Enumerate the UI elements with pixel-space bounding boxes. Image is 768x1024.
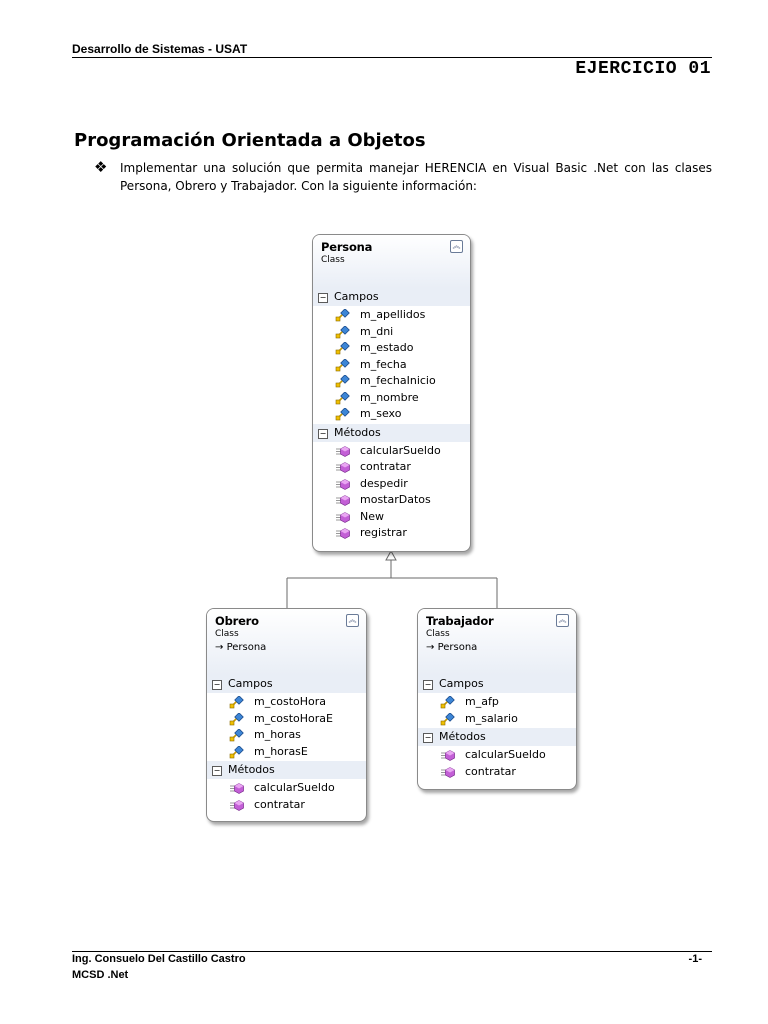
method-icon	[335, 461, 351, 474]
course-header: Desarrollo de Sistemas - USAT	[72, 42, 248, 56]
base-class: → Persona	[215, 642, 267, 653]
field-name: m_apellidos	[360, 308, 426, 321]
fields-section-header[interactable]: − Campos	[418, 675, 576, 693]
class-type: Class	[426, 629, 450, 639]
bullet-icon: ❖	[94, 158, 108, 176]
method-name: despedir	[360, 476, 408, 490]
field-name: m_estado	[360, 341, 414, 354]
minus-box-icon[interactable]: −	[424, 680, 432, 689]
field-icon	[335, 359, 351, 372]
class-name: Obrero	[215, 614, 259, 628]
method-item[interactable]	[207, 780, 366, 797]
method-item[interactable]	[418, 764, 576, 781]
field-icon	[440, 713, 456, 726]
method-name: New	[360, 509, 384, 523]
class-type: Class	[215, 629, 239, 639]
section-title: Programación Orientada a Objetos	[74, 130, 426, 151]
field-name: m_sexo	[360, 407, 402, 420]
field-icon	[335, 326, 351, 339]
field-icon	[229, 729, 245, 742]
field-icon	[335, 342, 351, 355]
class-name: Trabajador	[426, 614, 494, 628]
minus-box-icon[interactable]: −	[319, 428, 327, 438]
field-name: m_horas	[254, 728, 301, 741]
double-chevron-up-icon[interactable]: ︽	[556, 614, 569, 627]
minus-box-icon[interactable]: −	[319, 293, 327, 302]
field-item[interactable]	[313, 357, 470, 374]
method-item[interactable]	[207, 797, 366, 814]
field-item[interactable]	[207, 744, 366, 761]
method-item[interactable]	[313, 509, 470, 526]
field-name: m_fecha	[360, 357, 407, 371]
class-name: Persona	[321, 240, 373, 254]
method-item[interactable]	[313, 492, 470, 509]
method-item[interactable]	[313, 525, 470, 542]
class-type: Class	[321, 255, 345, 265]
method-icon	[440, 749, 456, 762]
field-item[interactable]	[313, 373, 470, 390]
method-icon	[335, 511, 351, 524]
field-item[interactable]	[313, 340, 470, 357]
minus-box-icon[interactable]: −	[424, 733, 432, 742]
footer-certification: MCSD .Net	[72, 969, 129, 981]
inherits-arrow-icon: →	[215, 642, 224, 653]
method-icon	[335, 478, 351, 491]
methods-section-header[interactable]: − Métodos	[418, 728, 576, 746]
method-name: contratar	[360, 460, 411, 473]
field-icon	[335, 408, 351, 421]
class-obrero[interactable]	[206, 608, 367, 822]
class-header	[418, 609, 576, 675]
field-icon	[440, 696, 456, 709]
intro-paragraph: Implementar una solución que permita manejar HERENCIA en Visual Basic .Net con las clases Persona, Obrero y Trabajador. Con la siguiente información:	[120, 161, 712, 193]
field-item[interactable]	[207, 711, 366, 728]
method-name: contratar	[465, 764, 516, 778]
class-trabajador[interactable]	[417, 608, 577, 790]
minus-box-icon[interactable]: −	[213, 766, 221, 775]
field-item[interactable]	[207, 694, 366, 711]
method-item[interactable]	[313, 459, 470, 476]
methods-list	[207, 779, 366, 814]
field-icon	[335, 375, 351, 388]
method-icon	[335, 527, 351, 540]
fields-list	[313, 306, 470, 424]
method-name: calcularSueldo	[360, 443, 441, 457]
class-persona[interactable]	[312, 234, 471, 552]
method-name: calcularSueldo	[465, 748, 546, 761]
methods-section-header[interactable]: − Métodos	[207, 761, 366, 779]
method-item[interactable]	[313, 443, 470, 460]
inheritance-arrow-icon	[386, 551, 396, 560]
field-name: m_costoHoraE	[254, 711, 333, 725]
field-name: m_horasE	[254, 744, 308, 758]
method-item[interactable]	[418, 747, 576, 764]
class-header	[207, 609, 366, 675]
field-item[interactable]	[418, 694, 576, 711]
field-item[interactable]	[207, 727, 366, 744]
field-name: m_fechaInicio	[360, 374, 436, 387]
fields-section-header[interactable]: − Campos	[313, 288, 470, 306]
inherits-arrow-icon: →	[426, 642, 435, 653]
method-name: calcularSueldo	[254, 781, 335, 794]
field-name: m_afp	[465, 695, 499, 708]
field-name: m_costoHora	[254, 695, 327, 708]
field-name: m_dni	[360, 324, 394, 338]
field-icon	[335, 309, 351, 322]
field-icon	[229, 696, 245, 709]
method-icon	[440, 766, 456, 779]
field-item[interactable]	[313, 324, 470, 341]
methods-list	[313, 442, 470, 543]
method-name: mostarDatos	[360, 493, 431, 506]
method-icon	[335, 445, 351, 458]
class-header	[313, 235, 470, 288]
exercise-title: EJERCICIO 01	[575, 59, 711, 79]
field-name: m_nombre	[360, 390, 419, 404]
methods-list	[418, 746, 576, 781]
base-class: → Persona	[426, 642, 478, 653]
method-name: contratar	[254, 797, 305, 811]
field-icon	[229, 746, 245, 759]
fields-section-header[interactable]: − Campos	[207, 675, 366, 693]
minus-box-icon[interactable]: −	[213, 680, 221, 689]
field-item[interactable]	[313, 307, 470, 324]
field-name: m_salario	[465, 711, 518, 725]
methods-section-header[interactable]: − Métodos	[313, 424, 470, 442]
double-chevron-up-icon[interactable]: ︽	[450, 240, 463, 253]
field-icon	[229, 713, 245, 726]
method-icon	[229, 782, 245, 795]
method-icon	[229, 799, 245, 812]
field-icon	[335, 392, 351, 405]
field-item[interactable]	[313, 390, 470, 407]
page-number: -1-	[688, 953, 702, 965]
double-chevron-up-icon[interactable]: ︽	[346, 614, 359, 627]
fields-list	[207, 693, 366, 761]
method-name: registrar	[360, 526, 407, 539]
method-icon	[335, 494, 351, 507]
method-item[interactable]	[313, 476, 470, 493]
footer-divider	[72, 951, 712, 952]
field-item[interactable]	[418, 711, 576, 728]
fields-list	[418, 693, 576, 728]
footer-author: Ing. Consuelo Del Castillo Castro	[72, 953, 246, 965]
field-item[interactable]	[313, 406, 470, 423]
